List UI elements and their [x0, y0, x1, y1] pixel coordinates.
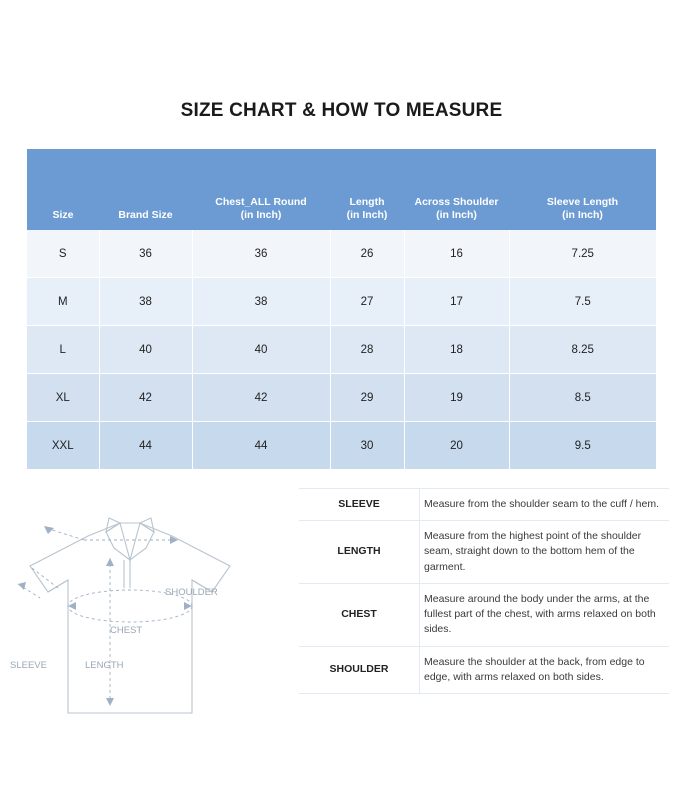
how-to-measure-section — [0, 488, 683, 723]
cell-shoulder: 16 — [404, 230, 509, 278]
measure-description-shoulder: Measure the shoulder at the back, from edge to edge, with arms relaxed on both sides. — [424, 655, 645, 683]
label-chest: CHEST — [110, 625, 143, 636]
list-item — [299, 646, 669, 693]
cell-length: 29 — [330, 374, 404, 422]
cell-length: 26 — [330, 230, 404, 278]
table-row — [27, 422, 656, 470]
measure-label-length: LENGTH — [299, 521, 420, 584]
cell-sleeve: 8.25 — [509, 326, 656, 374]
column-header-sleeve-length: Sleeve Length (in Inch) — [509, 149, 656, 230]
list-item — [299, 521, 669, 584]
measure-instructions-container — [295, 488, 669, 723]
cell-shoulder: 20 — [404, 422, 509, 470]
cell-brand-size: 42 — [99, 374, 192, 422]
cell-brand-size: 38 — [99, 278, 192, 326]
column-header-brand-size: Brand Size — [99, 149, 192, 230]
cell-brand-size: 44 — [99, 422, 192, 470]
column-header-chest: Chest_ALL Round (in Inch) — [192, 149, 330, 230]
cell-chest: 42 — [192, 374, 330, 422]
cell-shoulder: 19 — [404, 374, 509, 422]
cell-chest: 44 — [192, 422, 330, 470]
cell-length: 30 — [330, 422, 404, 470]
page-title: SIZE CHART & HOW TO MEASURE — [180, 100, 503, 121]
cell-brand-size: 36 — [99, 230, 192, 278]
cell-length: 27 — [330, 278, 404, 326]
cell-size: S — [27, 230, 99, 278]
cell-size: L — [27, 326, 99, 374]
cell-chest: 40 — [192, 326, 330, 374]
table-row — [27, 374, 656, 422]
column-header-length: Length (in Inch) — [330, 149, 404, 230]
cell-size: XL — [27, 374, 99, 422]
cell-sleeve: 8.5 — [509, 374, 656, 422]
measure-label-sleeve: SLEEVE — [299, 489, 420, 521]
size-chart-table-container — [27, 149, 656, 470]
list-item — [299, 583, 669, 646]
size-chart-table — [27, 149, 656, 470]
cell-size: M — [27, 278, 99, 326]
table-row — [27, 278, 656, 326]
cell-sleeve: 7.5 — [509, 278, 656, 326]
label-shoulder: SHOULDER — [165, 587, 218, 598]
measure-description-sleeve: Measure from the shoulder seam to the cuff / hem. — [420, 489, 670, 521]
table-row — [27, 230, 656, 278]
measure-label-shoulder: SHOULDER — [299, 646, 420, 693]
label-length: LENGTH — [85, 660, 124, 671]
column-header-size: Size — [27, 149, 99, 230]
measure-description-length: Measure from the highest point of the shoulder seam, straight down to the bottom hem of the garment. — [420, 521, 670, 584]
cell-length: 28 — [330, 326, 404, 374]
list-item — [299, 489, 669, 521]
shirt-illustration-svg — [10, 488, 295, 723]
cell-shoulder: 18 — [404, 326, 509, 374]
measure-label-chest: CHEST — [299, 583, 420, 646]
cell-size: XXL — [27, 422, 99, 470]
label-sleeve: SLEEVE — [10, 660, 47, 671]
table-row — [27, 326, 656, 374]
measure-description-chest: Measure around the body under the arms, at the fullest part of the chest, with arms relaxed on both sides. — [420, 583, 670, 646]
cell-brand-size: 40 — [99, 326, 192, 374]
cell-sleeve: 9.5 — [509, 422, 656, 470]
cell-chest: 36 — [192, 230, 330, 278]
shirt-diagram — [10, 488, 295, 723]
table-header-row — [27, 149, 656, 230]
cell-sleeve: 7.25 — [509, 230, 656, 278]
measure-instructions-table — [299, 489, 669, 693]
cell-chest: 38 — [192, 278, 330, 326]
cell-shoulder: 17 — [404, 278, 509, 326]
column-header-across-shoulder: Across Shoulder (in Inch) — [404, 149, 509, 230]
